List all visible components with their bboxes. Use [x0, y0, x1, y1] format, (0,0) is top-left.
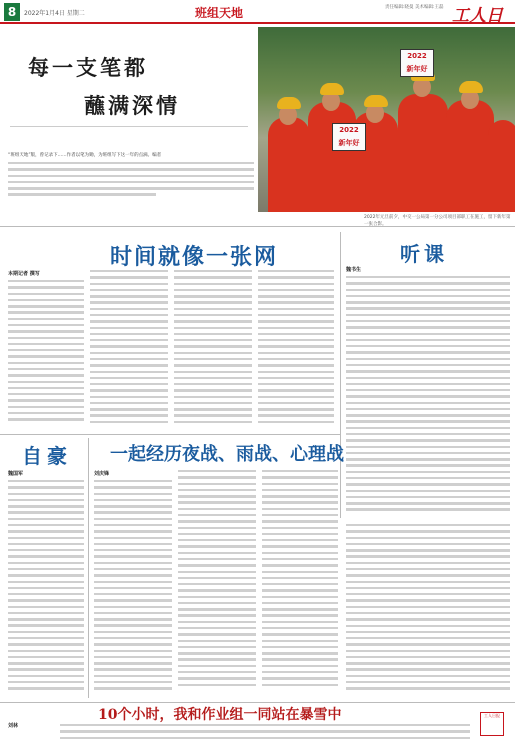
newspaper-logo: 工人日 [452, 6, 503, 26]
worker-figure [268, 117, 310, 212]
article-title: 一起经历夜战、雨战、心理战 [110, 444, 344, 465]
article-title: 听课 [400, 242, 448, 266]
sign-text: 新年好 [406, 65, 428, 73]
calligraphy-line-2: 蘸满深情 [84, 93, 180, 118]
worker-figure [446, 100, 494, 212]
sign-text: 2022 [407, 52, 427, 60]
article-title: 自豪 [22, 444, 72, 468]
column-divider [340, 232, 341, 518]
photo-caption: 2022年元旦前夕，中交一公局第一分公司项目部职工在施工，留下新年第一张合影。 [364, 215, 511, 227]
article-title: 时间就像一张网 [110, 244, 279, 270]
article-byline: 魏国军 [8, 471, 24, 477]
paper-seal: 工人日报 [480, 712, 504, 736]
new-year-sign [332, 123, 366, 151]
helmet [277, 97, 301, 109]
sign-text: 2022 [339, 126, 359, 134]
section-divider [0, 702, 515, 703]
article-body [94, 480, 172, 698]
issue-date: 2022年1月4日 星期二 [24, 10, 85, 17]
article-byline: 刘庆锋 [94, 471, 110, 477]
article-body [258, 270, 334, 430]
article-title: 10个小时，我和作业组一同站在暴雪中 [98, 707, 342, 723]
calligraphy-line-1: 每一支笔都 [28, 55, 148, 80]
article-body [178, 470, 256, 698]
new-year-sign [400, 49, 434, 77]
section-divider [0, 434, 340, 435]
worker-figure [398, 94, 448, 212]
intro-text-lines [8, 162, 254, 200]
page-number: 8 [4, 3, 20, 21]
article-body [346, 524, 510, 698]
page-header [0, 0, 515, 24]
article-body [8, 280, 84, 430]
article-body [346, 276, 510, 516]
helmet [320, 83, 344, 95]
article-body [174, 270, 252, 430]
article-body [8, 480, 84, 698]
article-body [60, 724, 470, 746]
section-divider [0, 226, 515, 227]
sign-text: 新年好 [338, 139, 360, 147]
column-divider [88, 438, 89, 698]
decor-divider [10, 126, 248, 127]
editor-credit: 责任编辑:晓曼 美术编辑:王磊 [385, 5, 444, 10]
helmet [459, 81, 483, 93]
helmet [364, 95, 388, 107]
article-body [262, 470, 338, 698]
section-title: 班组天地 [195, 6, 244, 20]
worker-figure [308, 102, 359, 212]
article-byline: 刘林 [8, 723, 19, 729]
team-photo [258, 27, 515, 212]
intro-paragraph: “班组天地”版，曾记录下……作者以笔为锄，为班组写下这一年的点滴。编者 [8, 153, 162, 158]
article-body [90, 270, 168, 430]
article-byline: 本期记者 撰写 [8, 271, 40, 277]
worker-figure [488, 120, 515, 212]
article-byline: 魏书生 [346, 267, 362, 273]
